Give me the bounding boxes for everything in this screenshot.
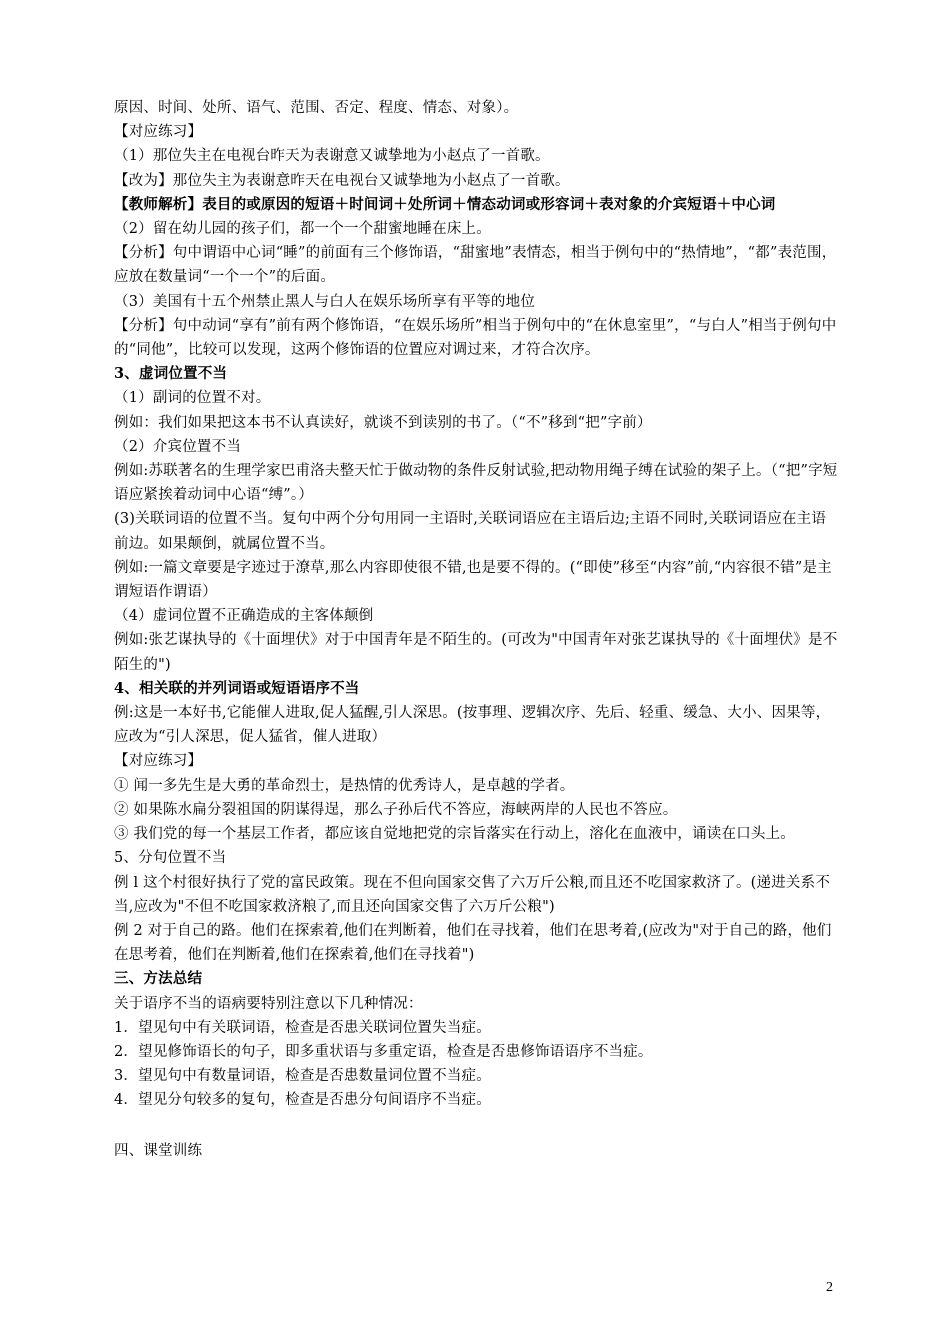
paragraph-line: 【分析】句中动词“享有”前有两个修饰语，“在娱乐场所”相当于例句中的“在休息室里”，“与白人”相当于例句中的“同他”，比较可以发现，这两个修饰语的位置应对调过来，才符合次序。 (114, 317, 837, 359)
paragraph-line: 【改为】那位失主为表谢意昨天在电视台又诚挚地为小赵点了一首歌。 (114, 172, 570, 189)
page-number: 2 (826, 1280, 833, 1295)
paragraph-line: 原因、时间、处所、语气、范围、否定、程度、情态、对象）。 (114, 100, 519, 116)
document-body (114, 96, 838, 1163)
paragraph-line: 例 l 这个村很好执行了党的富民政策。现在不但向国家交售了六万斤公粮,而且还不吃国家救济了。(递进关系不当,应改为"不但不吃国家救济粮了,而且还向国家交售了六万斤公粮") (114, 874, 831, 915)
paragraph-line: 例如:张艺谋执导的《十面埋伏》对于中国青年是不陌生的。(可改为"中国青年对张艺谋执导的《十面埋伏》是不陌生的") (114, 632, 838, 673)
section-heading: 【教师解析】表目的或原因的短语＋时间词＋处所词＋情态动词或形容词＋表对象的介宾短语＋中心词 (114, 195, 776, 213)
paragraph-line: 【分析】句中谓语中心词“睡”的前面有三个修饰语，“甜蜜地”表情态，相当于例句中的“热情地”，“都”表范围，应放在数量词“一个一个”的后面。 (114, 245, 837, 286)
section-heading-four: 四、课堂训练 (114, 1142, 203, 1159)
section-heading: 4、相关联的并列词语或短语语序不当 (114, 679, 360, 697)
paragraph-line: （3）美国有十五个州禁止黑人与白人在娱乐场所享有平等的地位 (114, 293, 536, 310)
paragraph-line: 4．望见分句较多的复句，检查是否患分句间语序不当症。 (114, 1092, 491, 1109)
paragraph-line: 例如:苏联著名的生理学家巴甫洛夫整天忙于做动物的条件反射试验,把动物用绳子缚在试验的架子上。（“把”字短语应紧挨着动词中心语“缚”。） (114, 463, 838, 504)
section-heading: 3、虚词位置不当 (114, 365, 228, 383)
paragraph-line: ① 闻一多先生是大勇的革命烈士，是热情的优秀诗人，是卓越的学者。 (114, 777, 575, 794)
paragraph-line: （1）副词的位置不对。 (114, 390, 271, 407)
paragraph-line: 【对应练习】 (114, 124, 203, 141)
section-heading: 三、方法总结 (114, 970, 203, 988)
paragraph-line: 3．望见句中有数量词语，检查是否患数量词位置不当症。 (114, 1068, 491, 1085)
paragraph-line: （4）虚词位置不正确造成的主客体颠倒 (114, 608, 374, 625)
paragraph-line: 例如：我们如果把这本书不认真读好，就谈不到读别的书了。（“不”移到“把”字前） (114, 414, 652, 431)
paragraph-line: 1．望见句中有关联词语，检查是否患关联词位置失当症。 (114, 1019, 491, 1036)
blank-line (114, 1113, 838, 1139)
paragraph-line: ② 如果陈水扁分裂祖国的阴谋得逞，那么子孙后代不答应，海峡两岸的人民也不答应。 (114, 801, 678, 818)
paragraph-line: （2）留在幼儿园的孩子们，都一个一个甜蜜地睡在床上。 (114, 221, 491, 238)
paragraph-line: ③ 我们党的每一个基层工作者，都应该自觉地把党的宗旨落实在行动上，溶化在血液中，诵读在口头上。 (114, 826, 796, 843)
paragraph-line: (3)关联词语的位置不当。复句中两个分句用同一主语时,关联词语应在主语后边;主语不同时,关联词语应在主语前边。如果颠倒，就属位置不当。 (114, 511, 827, 552)
paragraph-line: （1）那位失主在电视台昨天为表谢意又诚挚地为小赵点了一首歌。 (114, 148, 550, 165)
paragraph-line: 关于语序不当的语病要特别注意以下几种情况： (114, 995, 423, 1012)
paragraph-line: 【对应练习】 (114, 753, 203, 770)
paragraph-line: 2．望见修饰语长的句子，即多重状语与多重定语，检查是否患修饰语语序不当症。 (114, 1043, 653, 1060)
paragraph-line: （2）介宾位置不当 (114, 438, 242, 455)
paragraph-line: 例 2 对于自己的路。他们在探索着,他们在判断着，他们在寻找着，他们在思考着,(应改为"对于自己的路，他们在思考着，他们在判断着,他们在探索着,他们在寻找着") (114, 922, 832, 964)
paragraph-line: 例如:一篇文章要是字迹过于潦草,那么内容即使很不错,也是要不得的。(“即使”移至“内容”前,“内容很不错”是主谓短语作谓语） (114, 559, 832, 601)
paragraph-line: 5、分句位置不当 (114, 850, 227, 867)
paragraph-line: 例:这是一本好书,它能催人进取,促人猛醒,引人深思。(按事理、逻辑次序、先后、轻重、缓急、大小、因果等，应改为“引人深思，促人猛省，催人进取） (114, 705, 831, 746)
